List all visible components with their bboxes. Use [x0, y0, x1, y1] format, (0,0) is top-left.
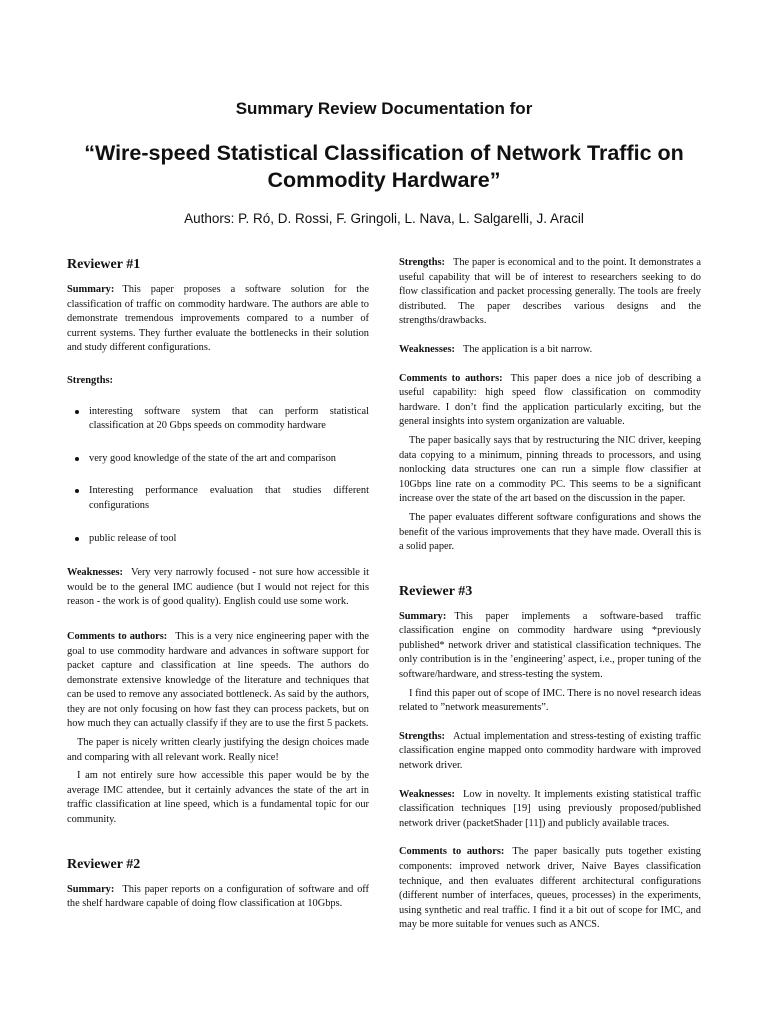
authors-line: Authors: P. Ró, D. Rossi, F. Gringoli, L. Nava, L. Salgarelli, J. Aracil: [184, 211, 584, 226]
reviewer-2-strengths: [399, 256, 701, 329]
reviewer-3-comments: [399, 845, 701, 933]
strengths-text: Actual implementation and stress-testing of existing traffic classification engine mapped onto commodity hardware with improved network driver.: [399, 730, 701, 772]
comments-label: Comments to authors:: [67, 630, 168, 642]
comments-label: Comments to authors:: [399, 846, 505, 858]
weaknesses-label: Weaknesses:: [67, 567, 123, 579]
right-column: [399, 256, 701, 947]
reviewer-2-comments: [399, 372, 701, 430]
summary-text: This paper reports on a configuration of software and off the shelf hardware capable of doing flow classification at 10Gbps.: [67, 883, 369, 910]
paper-title: “Wire-speed Statistical Classification of Network Traffic on Commodity Hardware”: [84, 141, 684, 192]
summary-label: Summary:: [399, 610, 447, 622]
strength-text: public release of tool: [89, 532, 177, 544]
reviewer-1-strengths-list: [67, 405, 369, 547]
comments-text: This is a very nice engineering paper with the goal to use commodity hardware and advances in software support for packet capture and classification at line speeds. The authors do demonstrate extensive knowledge of the literature and techniques that can be used to remove any associated bottleneck. As said by the authors, they are not only focusing on how fast they can process packets, but on how much they can actually classify if they are to use the first 5 packets.: [67, 630, 370, 730]
document-heading: Summary Review Documentation for: [235, 99, 533, 118]
weaknesses-label: Weaknesses:: [399, 343, 455, 355]
comments-label: Comments to authors:: [399, 372, 503, 384]
weaknesses-text: Very very narrowly focused - not sure how accessible it would be to the general IMC audience (but I would not reject for this reason - the work is of good quality). English could use some work.: [67, 567, 369, 608]
strength-item: [89, 452, 369, 467]
reviewer-2-weaknesses: [399, 343, 701, 358]
summary-label: Summary:: [67, 883, 115, 895]
comments-text: The paper basically puts together existing components: improved network driver, Naive Bayes classification technique, and then evaluates different architectural configurations (different number of interfaces, queues, processes) in the experiments, using synthetic and real traffic. I find it a bit out of scope for IMC, and may be more suitable for venues such as ANCS.: [399, 846, 702, 931]
summary-label: Summary:: [67, 284, 115, 295]
weaknesses-text: The application is a bit narrow.: [463, 343, 593, 355]
reviewer-2-heading: Reviewer #2: [67, 856, 141, 872]
reviewer-1-weaknesses: [67, 566, 369, 610]
reviewer-1-heading: Reviewer #1: [67, 257, 141, 272]
reviewer-3-summary: [399, 610, 701, 683]
reviewer-3-weaknesses: [399, 788, 701, 832]
comments-paragraph: The paper is nicely written clearly justifying the design choices made and comparing with all relevant work. Really nice!: [67, 737, 369, 763]
summary-text: This paper proposes a software solution for the classification of traffic on commodity hardware. The authors are able to demonstrate tremendous improvements compared to a number of current systems. They further evaluate the bottlenecks in their solution and study different configurations.: [67, 284, 369, 354]
summary-text: This paper implements a software-based traffic classification engine on commodity hardware using *previously published* network driver and statistical classification techniques. The only contribution is in the ’engineering’ aspect, i.e., proper tuning of the software/hardware, and stress-testing the system.: [399, 610, 701, 681]
comments-text: This paper does a nice job of describing a useful capability: high speed flow classification on commodity hardware. I don’t find the application particularly exciting, but the general insights into system organization are valuable.: [399, 372, 702, 428]
left-column: [67, 256, 369, 926]
weaknesses-label: Weaknesses:: [399, 788, 455, 800]
strengths-label: Strengths:: [399, 730, 445, 742]
strength-item: [89, 484, 369, 513]
weaknesses-text: Low in novelty. It implements existing statistical traffic classification techniques [19] using previously proposed/published network driver (packetShader [11]) and publicly available traces.: [399, 788, 701, 829]
bullet-icon: [75, 457, 79, 461]
bullet-icon: [75, 410, 79, 414]
summary-paragraph: I find this paper out of scope of IMC. There is no novel research ideas related to ”network measurements”.: [399, 687, 701, 714]
strengths-label: Strengths:: [399, 257, 445, 268]
strength-item: [89, 532, 369, 547]
bullet-icon: [75, 537, 79, 541]
comments-paragraph: I am not entirely sure how accessible this paper would be by the average IMC attendee, but it certainly advances the state of the art in traffic classification at line speed, which is a fundamental topic for our community.: [67, 770, 369, 826]
strength-item: [89, 405, 369, 434]
reviewer-1-comments: [67, 630, 369, 732]
reviewer-3-heading: Reviewer #3: [399, 583, 473, 599]
strengths-text: The paper is economical and to the point. It demonstrates a useful capability that will be of interest to researchers seeking to do flow classification and packet processing generally. The tools are freely distributed. The paper describes various designs and the strengths/drawbacks.: [399, 257, 701, 327]
strengths-label: Strengths:: [67, 374, 113, 386]
strength-text: Interesting performance evaluation that studies different configurations: [89, 485, 369, 511]
reviewer-1-strengths-label: [67, 374, 369, 389]
reviewer-3-strengths: [399, 730, 701, 774]
reviewer-1-summary: [67, 283, 369, 356]
strength-text: very good knowledge of the state of the art and comparison: [89, 452, 336, 464]
comments-paragraph: The paper evaluates different software configurations and shows the benefit of the various improvements that they have made. Overall this is a solid paper.: [399, 511, 701, 553]
strength-text: interesting software system that can perform statistical classification at 20 Gbps speeds on commodity hardware: [89, 405, 369, 432]
comments-paragraph: The paper basically says that by restructuring the NIC driver, keeping data copying to a minimum, pinning threads to processors, and using nonlocking data structures one can run a simple flow classifier at 10Gbps line rate on a commodity PC. This seems to be a significant increase over the state of the art based on the discussion in the paper.: [399, 434, 701, 505]
reviewer-2-summary: [67, 883, 369, 912]
bullet-icon: [75, 489, 79, 493]
document-header: [0, 98, 768, 228]
